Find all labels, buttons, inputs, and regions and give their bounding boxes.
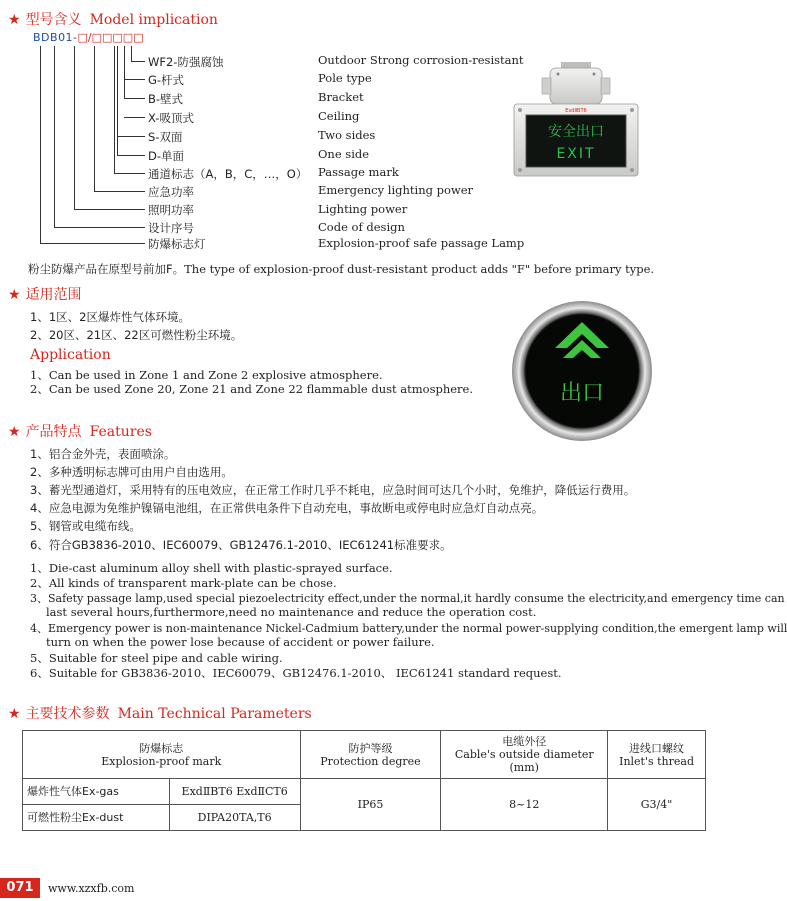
feature-item-en: 5、Suitable for steel pipe and cable wiring. xyxy=(30,651,283,665)
feature-item-zh: 2、多种透明标志牌可由用户自由选用。 xyxy=(30,465,233,479)
feature-item-zh: 6、符合GB3836-2010、IEC60079、GB12476.1-2010、IEC61241标准要求。 xyxy=(30,538,452,552)
header-cable: 电缆外径 Cable's outside diameter (mm) xyxy=(441,731,608,779)
feature-item-en-cont: turn on when the power lose because of accident or power failure. xyxy=(46,635,435,649)
feature-item-en: 1、Die-cast aluminum alloy shell with plastic-sprayed surface. xyxy=(30,561,393,575)
model-row-en: Two sides xyxy=(318,128,376,142)
model-row-en: Pole type xyxy=(318,71,372,85)
round-exit-lamp-image xyxy=(511,300,653,442)
feature-item-zh: 1、铝合金外壳，表面喷涂。 xyxy=(30,447,176,461)
star-icon: ★ xyxy=(8,12,21,28)
header-inlet: 进线口螺纹 Inlet's thread xyxy=(608,731,706,779)
feature-item-en: 4、Emergency power is non-maintenance Nickel-Cadmium battery,under the normal power-supplying condition,the emergent lamp will xyxy=(30,622,787,635)
model-row-zh: X-吸顶式 xyxy=(148,111,194,125)
params-table xyxy=(22,730,706,831)
table-header-row xyxy=(23,731,706,779)
model-section-title: ★ 型号含义 Model implication xyxy=(8,12,218,28)
feature-item-en: 6、Suitable for GB3836-2010、IEC60079、GB12476.1-2010、 IEC61241 standard request. xyxy=(30,666,562,680)
cable-value: 8~12 xyxy=(441,779,608,831)
model-row-en: Outdoor Strong corrosion-resistant xyxy=(318,53,524,67)
header-mark: 防爆标志 Explosion-proof mark xyxy=(23,731,301,779)
model-row-en: Emergency lighting power xyxy=(318,183,474,197)
footer-url[interactable]: www.xzxfb.com xyxy=(48,882,135,895)
feature-item-en: 3、Safety passage lamp,used special piezoelectricity effect,under the normal,it hardly consume the electricity,and emergency time can xyxy=(30,592,785,605)
dust-proof-note: 粉尘防爆产品在原型号前加F。The type of explosion-proof dust-resistant product adds "F" before primary type. xyxy=(28,262,655,276)
inlet-value: G3/4" xyxy=(608,779,706,831)
application-item-zh: 1、1区、2区爆炸性气体环境。 xyxy=(30,310,190,324)
star-icon: ★ xyxy=(8,706,21,722)
model-row-zh: WF2-防强腐蚀 xyxy=(148,55,224,69)
model-row-en: Passage mark xyxy=(318,165,399,179)
feature-item-zh: 5、钢管或电缆布线。 xyxy=(30,519,141,533)
model-row-en: Explosion-proof safe passage Lamp xyxy=(318,236,525,250)
feature-item-zh: 3、蓄光型通道灯，采用特有的压电效应，在正常工作时几乎不耗电，应急时间可达几个小时，免维护，降低运行费用。 xyxy=(30,483,636,497)
exit-sign-en: EXIT xyxy=(556,146,596,162)
round-sign-zh: 出口 xyxy=(559,381,605,406)
application-item-en: 2、Can be used Zone 20, Zone 21 and Zone 22 flammable dust atmosphere. xyxy=(30,382,474,396)
model-row-en: Code of design xyxy=(318,220,405,234)
model-row-zh: B-壁式 xyxy=(148,92,184,106)
table-row: 爆炸性气体Ex-gas ExdⅡBT6 ExdⅡCT6 IP65 8~12 G3/4" xyxy=(23,779,706,805)
application-item-zh: 2、20区、21区、22区可燃性粉尘环境。 xyxy=(30,328,243,342)
exit-lamp-plate: ExdⅡBT6 xyxy=(565,108,587,114)
header-protection: 防护等级 Protection degree xyxy=(300,731,441,779)
model-row-zh: 设计序号 xyxy=(148,221,194,235)
model-row-en: Ceiling xyxy=(318,109,360,123)
table-row: 可燃性粉尘Ex-dust DIPA20TA,T6 xyxy=(23,805,706,831)
feature-item-en: 2、All kinds of transparent mark-plate can be chose. xyxy=(30,576,337,590)
model-row-zh: 通道标志（A，B，C，…，O） xyxy=(148,167,308,181)
application-section-title: ★ 适用范围 xyxy=(8,287,82,303)
model-row-en: Lighting power xyxy=(318,202,408,216)
model-row-zh: 防爆标志灯 xyxy=(148,237,206,251)
model-row-en: Bracket xyxy=(318,90,364,104)
features-section-title: ★ 产品特点 Features xyxy=(8,424,152,440)
params-section-title: ★ 主要技术参数 Main Technical Parameters xyxy=(8,706,312,722)
star-icon: ★ xyxy=(8,287,21,303)
model-row-zh: S-双面 xyxy=(148,130,183,144)
exit-lamp-image xyxy=(512,60,640,178)
model-code: BDB01-□/□□□□□ xyxy=(33,31,144,44)
model-row-zh: G-杆式 xyxy=(148,73,185,87)
feature-item-en-cont: last several hours,furthermore,need no maintenance and reduce the operation cost. xyxy=(46,605,537,619)
feature-item-zh: 4、应急电源为免维护镍镉电池组，在正常供电条件下自动充电，事故断电或停电时应急灯自动点亮。 xyxy=(30,501,544,515)
model-row-zh: D-单面 xyxy=(148,149,185,163)
exit-sign-zh: 安全出口 xyxy=(548,124,604,140)
model-row-en: One side xyxy=(318,147,370,161)
page-number: 071 xyxy=(0,878,40,898)
protection-value: IP65 xyxy=(300,779,441,831)
model-row-zh: 照明功率 xyxy=(148,203,194,217)
application-item-en: 1、Can be used in Zone 1 and Zone 2 explosive atmosphere. xyxy=(30,368,383,382)
model-row-zh: 应急功率 xyxy=(148,185,194,199)
application-title-en: Application xyxy=(30,347,111,363)
star-icon: ★ xyxy=(8,424,21,440)
